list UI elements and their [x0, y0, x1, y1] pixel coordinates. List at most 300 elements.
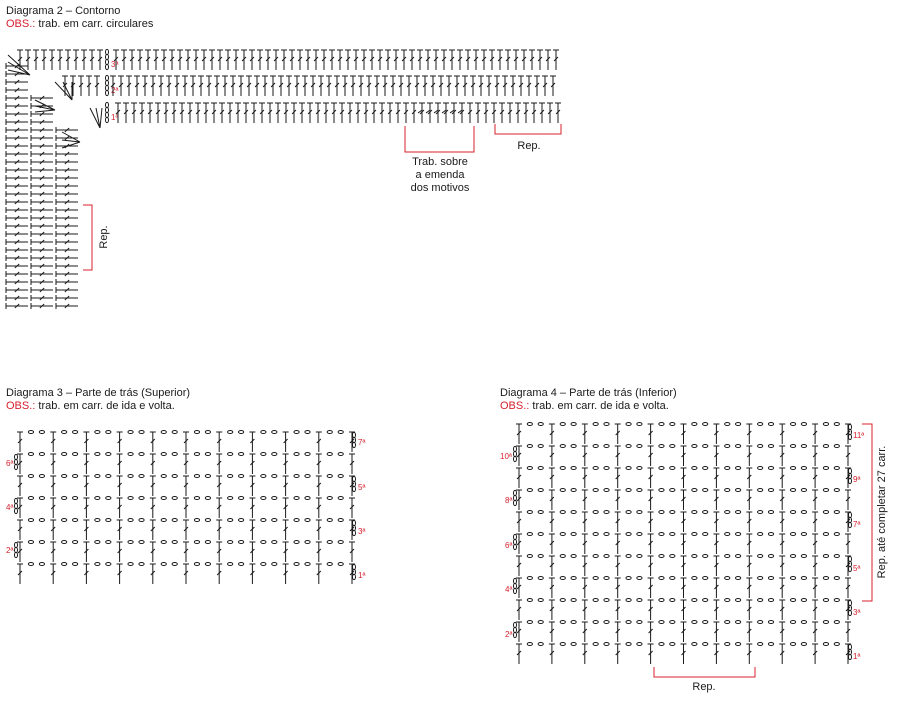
- chain-stitch-symbol: [849, 434, 852, 439]
- chain-stitch-symbol: [272, 453, 277, 456]
- chain-stitch-symbol: [527, 643, 532, 646]
- chain-stitch-symbol: [560, 489, 565, 492]
- chain-stitch-symbol: [161, 475, 166, 478]
- chain-stitch-symbol: [353, 574, 356, 579]
- double-crochet-symbol: [83, 542, 89, 562]
- double-crochet-symbol: [183, 498, 189, 518]
- sideways-stitch-symbol: [31, 127, 53, 133]
- chain-stitch-symbol: [294, 497, 299, 500]
- chain-stitch-symbol: [626, 445, 631, 448]
- double-crochet-symbol: [201, 50, 207, 70]
- double-crochet-symbol: [97, 50, 103, 70]
- double-crochet-symbol: [147, 103, 153, 123]
- chain-stitch-symbol: [849, 649, 852, 654]
- chain-stitch-symbol: [736, 599, 741, 602]
- sideways-stitch-symbol: [56, 303, 78, 309]
- chain-stitch-symbol: [272, 475, 277, 478]
- chain-stitch-symbol: [62, 497, 67, 500]
- chain-stitch-symbol: [205, 453, 210, 456]
- chain-stitch-symbol: [834, 577, 839, 580]
- chain-stitch-symbol: [768, 511, 773, 514]
- chain-stitch-symbol: [571, 621, 576, 624]
- sideways-stitch-symbol: [6, 271, 28, 277]
- double-crochet-symbol: [310, 76, 316, 96]
- double-crochet-symbol: [417, 50, 423, 70]
- chain-stitch-symbol: [736, 445, 741, 448]
- sideways-stitch-symbol: [31, 111, 53, 117]
- corner-fan-symbol: [90, 108, 102, 128]
- chain-stitch-symbol: [593, 555, 598, 558]
- sideways-stitch-symbol: [31, 279, 53, 285]
- double-crochet-symbol: [361, 50, 367, 70]
- double-crochet-symbol: [499, 103, 505, 123]
- chain-stitch-symbol: [571, 467, 576, 470]
- chain-stitch-symbol: [205, 563, 210, 566]
- double-crochet-symbol: [582, 622, 588, 642]
- double-crochet-symbol: [539, 103, 545, 123]
- double-crochet-symbol: [183, 542, 189, 562]
- chain-stitch-symbol: [626, 643, 631, 646]
- sideways-stitch-symbol: [56, 295, 78, 301]
- chain-stitch-symbol: [758, 489, 763, 492]
- chain-stitch-symbol: [823, 489, 828, 492]
- double-crochet-symbol: [183, 564, 189, 584]
- double-crochet-symbol: [117, 476, 123, 496]
- double-crochet-symbol: [403, 103, 409, 123]
- chain-stitch-symbol: [73, 519, 78, 522]
- double-crochet-symbol: [481, 50, 487, 70]
- double-crochet-symbol: [222, 76, 228, 96]
- double-crochet-symbol: [812, 600, 818, 620]
- double-crochet-symbol: [50, 520, 56, 540]
- double-crochet-symbol: [307, 103, 313, 123]
- chain-stitch-symbol: [659, 621, 664, 624]
- double-crochet-symbol: [195, 103, 201, 123]
- double-crochet-symbol: [529, 50, 535, 70]
- chain-stitch-symbol: [670, 445, 675, 448]
- double-crochet-symbol: [273, 50, 279, 70]
- double-crochet-symbol: [275, 103, 281, 123]
- double-crochet-symbol: [845, 534, 851, 554]
- chain-stitch-symbol: [834, 621, 839, 624]
- double-crochet-symbol: [316, 564, 322, 584]
- double-crochet-symbol: [123, 103, 129, 123]
- double-crochet-symbol: [648, 600, 654, 620]
- double-crochet-symbol: [216, 476, 222, 496]
- chain-stitch-symbol: [294, 541, 299, 544]
- chain-stitch-symbol: [571, 511, 576, 514]
- double-crochet-symbol: [17, 432, 23, 452]
- sideways-stitch-symbol: [31, 287, 53, 293]
- chain-stitch-symbol: [106, 59, 109, 64]
- chain-stitch-symbol: [527, 577, 532, 580]
- sideways-stitch-symbol: [6, 111, 28, 117]
- chain-stitch-symbol: [538, 621, 543, 624]
- chain-stitch-symbol: [15, 498, 18, 503]
- chain-stitch-symbol: [161, 563, 166, 566]
- double-crochet-symbol: [134, 76, 140, 96]
- double-crochet-symbol: [17, 564, 23, 584]
- double-crochet-symbol: [812, 534, 818, 554]
- sideways-stitch-symbol: [31, 135, 53, 141]
- chain-stitch-symbol: [15, 503, 18, 508]
- double-crochet-symbol: [518, 76, 524, 96]
- sideways-stitch-symbol: [6, 239, 28, 245]
- chain-stitch-symbol: [514, 622, 517, 627]
- chain-stitch-symbol: [514, 632, 517, 637]
- chain-stitch-symbol: [758, 621, 763, 624]
- chain-stitch-symbol: [106, 54, 109, 59]
- double-crochet-symbol: [812, 622, 818, 642]
- double-crochet-symbol: [648, 446, 654, 466]
- chain-stitch-symbol: [692, 511, 697, 514]
- chain-stitch-symbol: [128, 453, 133, 456]
- double-crochet-symbol: [316, 498, 322, 518]
- chain-stitch-symbol: [659, 643, 664, 646]
- double-crochet-symbol: [812, 468, 818, 488]
- double-crochet-symbol: [433, 50, 439, 70]
- chain-stitch-symbol: [571, 489, 576, 492]
- double-crochet-symbol: [473, 50, 479, 70]
- sideways-stitch-symbol: [56, 127, 78, 133]
- double-crochet-symbol: [491, 103, 497, 123]
- chain-stitch-symbol: [703, 621, 708, 624]
- chain-stitch-symbol: [659, 555, 664, 558]
- chain-stitch-symbol: [338, 431, 343, 434]
- double-crochet-symbol: [278, 76, 284, 96]
- chain-stitch-symbol: [593, 489, 598, 492]
- chain-stitch-symbol: [205, 431, 210, 434]
- double-crochet-symbol: [291, 103, 297, 123]
- chain-stitch-symbol: [228, 519, 233, 522]
- double-crochet-symbol: [142, 76, 148, 96]
- double-crochet-symbol: [70, 76, 76, 96]
- double-crochet-symbol: [249, 432, 255, 452]
- chain-stitch-symbol: [725, 555, 730, 558]
- diagram3-row-label: 4ª: [6, 503, 14, 512]
- double-crochet-symbol: [150, 542, 156, 562]
- chain-stitch-symbol: [353, 476, 356, 481]
- chain-stitch-symbol: [790, 423, 795, 426]
- double-crochet-symbol: [377, 50, 383, 70]
- chain-stitch-symbol: [538, 599, 543, 602]
- double-crochet-symbol: [812, 490, 818, 510]
- double-crochet-symbol: [50, 454, 56, 474]
- chain-stitch-symbol: [194, 519, 199, 522]
- double-crochet-symbol: [459, 103, 465, 123]
- chain-stitch-symbol: [637, 577, 642, 580]
- sideways-stitch-symbol: [56, 223, 78, 229]
- double-crochet-symbol: [363, 103, 369, 123]
- double-crochet-symbol: [117, 432, 123, 452]
- double-crochet-symbol: [582, 556, 588, 576]
- double-crochet-symbol: [171, 103, 177, 123]
- chain-stitch-symbol: [849, 654, 852, 659]
- double-crochet-symbol: [648, 424, 654, 444]
- chain-stitch-symbol: [39, 519, 44, 522]
- chain-stitch-symbol: [849, 644, 852, 649]
- chain-stitch-symbol: [626, 555, 631, 558]
- double-crochet-symbol: [190, 76, 196, 96]
- double-crochet-symbol: [615, 644, 621, 664]
- double-crochet-symbol: [235, 103, 241, 123]
- chain-stitch-symbol: [338, 519, 343, 522]
- sideways-stitch-symbol: [31, 239, 53, 245]
- chain-stitch-symbol: [527, 423, 532, 426]
- double-crochet-symbol: [582, 424, 588, 444]
- double-crochet-symbol: [648, 468, 654, 488]
- double-crochet-symbol: [249, 50, 255, 70]
- double-crochet-symbol: [457, 50, 463, 70]
- chain-stitch-symbol: [538, 423, 543, 426]
- double-crochet-symbol: [582, 644, 588, 664]
- sideways-stitch-symbol: [31, 223, 53, 229]
- double-crochet-symbol: [150, 454, 156, 474]
- double-crochet-symbol: [49, 50, 55, 70]
- rep-label-side: Rep.: [98, 225, 110, 249]
- double-crochet-symbol: [648, 490, 654, 510]
- double-crochet-symbol: [470, 76, 476, 96]
- double-crochet-symbol: [316, 454, 322, 474]
- chain-stitch-symbol: [692, 423, 697, 426]
- sideways-stitch-symbol: [6, 175, 28, 181]
- chain-stitch-symbol: [604, 511, 609, 514]
- chain-stitch-symbol: [228, 453, 233, 456]
- double-crochet-symbol: [316, 432, 322, 452]
- double-crochet-symbol: [393, 50, 399, 70]
- seam-note-line: a emenda: [415, 169, 465, 181]
- chain-stitch-symbol: [659, 599, 664, 602]
- chain-stitch-symbol: [703, 445, 708, 448]
- double-crochet-symbol: [374, 76, 380, 96]
- chain-stitch-symbol: [659, 511, 664, 514]
- chain-stitch-symbol: [514, 456, 517, 461]
- double-crochet-symbol: [185, 50, 191, 70]
- chain-stitch-symbol: [593, 621, 598, 624]
- chain-stitch-symbol: [849, 473, 852, 478]
- sideways-stitch-symbol: [6, 63, 28, 69]
- sideways-stitch-symbol: [6, 151, 28, 157]
- chain-stitch-symbol: [593, 445, 598, 448]
- chain-stitch-symbol: [39, 453, 44, 456]
- chain-stitch-symbol: [338, 497, 343, 500]
- double-crochet-symbol: [385, 50, 391, 70]
- chain-stitch-symbol: [670, 423, 675, 426]
- chain-stitch-symbol: [768, 445, 773, 448]
- chain-stitch-symbol: [790, 577, 795, 580]
- chain-stitch-symbol: [758, 577, 763, 580]
- double-crochet-symbol: [117, 542, 123, 562]
- chain-stitch-symbol: [39, 541, 44, 544]
- chain-stitch-symbol: [62, 453, 67, 456]
- chain-stitch-symbol: [593, 423, 598, 426]
- diagram4-row-label: 7ª: [853, 520, 861, 529]
- sideways-stitch-symbol: [56, 151, 78, 157]
- chain-stitch-symbol: [823, 511, 828, 514]
- double-crochet-symbol: [534, 76, 540, 96]
- double-crochet-symbol: [395, 103, 401, 123]
- double-crochet-symbol: [294, 76, 300, 96]
- chain-stitch-symbol: [95, 453, 100, 456]
- chain-stitch-symbol: [801, 423, 806, 426]
- double-crochet-symbol: [681, 446, 687, 466]
- double-crochet-symbol: [467, 103, 473, 123]
- chain-stitch-symbol: [514, 583, 517, 588]
- diagram4-title: Diagrama 4 – Parte de trás (Inferior): [500, 387, 677, 399]
- double-crochet-symbol: [451, 103, 457, 123]
- double-crochet-symbol: [177, 50, 183, 70]
- chain-stitch-symbol: [790, 555, 795, 558]
- double-crochet-symbol: [746, 600, 752, 620]
- chain-stitch-symbol: [272, 431, 277, 434]
- chain-stitch-symbol: [736, 621, 741, 624]
- chain-stitch-symbol: [73, 453, 78, 456]
- double-crochet-symbol: [615, 490, 621, 510]
- diagram2-obs: OBS.: trab. em carr. circulares: [6, 18, 154, 30]
- chain-stitch-symbol: [28, 541, 33, 544]
- double-crochet-symbol: [615, 556, 621, 576]
- chain-stitch-symbol: [637, 555, 642, 558]
- chain-stitch-symbol: [239, 541, 244, 544]
- double-crochet-symbol: [83, 432, 89, 452]
- chain-stitch-symbol: [353, 564, 356, 569]
- double-crochet-symbol: [681, 490, 687, 510]
- chain-stitch-symbol: [73, 563, 78, 566]
- chain-stitch-symbol: [106, 49, 109, 54]
- chain-stitch-symbol: [571, 643, 576, 646]
- double-crochet-symbol: [582, 512, 588, 532]
- chain-stitch-symbol: [637, 489, 642, 492]
- chain-stitch-symbol: [560, 511, 565, 514]
- chain-stitch-symbol: [194, 497, 199, 500]
- chain-stitch-symbol: [736, 643, 741, 646]
- chain-stitch-symbol: [305, 431, 310, 434]
- chain-stitch-symbol: [626, 511, 631, 514]
- double-crochet-symbol: [510, 76, 516, 96]
- double-crochet-symbol: [483, 103, 489, 123]
- double-crochet-symbol: [89, 50, 95, 70]
- double-crochet-symbol: [187, 103, 193, 123]
- double-crochet-symbol: [246, 76, 252, 96]
- double-crochet-symbol: [615, 424, 621, 444]
- double-crochet-symbol: [438, 76, 444, 96]
- chain-stitch-symbol: [560, 577, 565, 580]
- chain-stitch-symbol: [194, 431, 199, 434]
- chain-stitch-symbol: [353, 437, 356, 442]
- chain-stitch-symbol: [637, 445, 642, 448]
- chain-stitch-symbol: [73, 541, 78, 544]
- chain-stitch-symbol: [768, 555, 773, 558]
- chain-stitch-symbol: [106, 541, 111, 544]
- double-crochet-symbol: [425, 50, 431, 70]
- sideways-stitch-symbol: [6, 167, 28, 173]
- chain-stitch-symbol: [637, 621, 642, 624]
- double-crochet-symbol: [316, 476, 322, 496]
- chain-stitch-symbol: [327, 431, 332, 434]
- double-crochet-symbol: [238, 76, 244, 96]
- diagram2-title: Diagrama 2 – Contorno: [6, 5, 121, 17]
- chain-stitch-symbol: [768, 467, 773, 470]
- chain-stitch-symbol: [128, 475, 133, 478]
- double-crochet-symbol: [845, 578, 851, 598]
- chain-stitch-symbol: [95, 541, 100, 544]
- chain-stitch-symbol: [736, 555, 741, 558]
- chain-stitch-symbol: [725, 621, 730, 624]
- chain-stitch-symbol: [823, 533, 828, 536]
- chain-stitch-symbol: [703, 577, 708, 580]
- chain-stitch-symbol: [228, 475, 233, 478]
- double-crochet-symbol: [83, 476, 89, 496]
- chain-stitch-symbol: [758, 511, 763, 514]
- chain-stitch-symbol: [768, 489, 773, 492]
- chain-stitch-symbol: [106, 64, 109, 69]
- sideways-stitch-symbol: [56, 183, 78, 189]
- sideways-stitch-symbol: [31, 271, 53, 277]
- double-crochet-symbol: [150, 476, 156, 496]
- double-crochet-symbol: [117, 498, 123, 518]
- double-crochet-symbol: [233, 50, 239, 70]
- chain-stitch-symbol: [703, 533, 708, 536]
- chain-stitch-symbol: [736, 467, 741, 470]
- chain-stitch-symbol: [593, 643, 598, 646]
- double-crochet-symbol: [615, 622, 621, 642]
- chain-stitch-symbol: [736, 489, 741, 492]
- chain-stitch-symbol: [294, 453, 299, 456]
- double-crochet-symbol: [214, 76, 220, 96]
- double-crochet-symbol: [553, 50, 559, 70]
- double-crochet-symbol: [746, 556, 752, 576]
- double-crochet-symbol: [17, 50, 23, 70]
- double-crochet-symbol: [419, 103, 425, 123]
- chain-stitch-symbol: [571, 599, 576, 602]
- double-crochet-symbol: [713, 424, 719, 444]
- chain-stitch-symbol: [327, 497, 332, 500]
- double-crochet-symbol: [549, 622, 555, 642]
- chain-stitch-symbol: [604, 423, 609, 426]
- double-crochet-symbol: [193, 50, 199, 70]
- chain-stitch-symbol: [261, 453, 266, 456]
- double-crochet-symbol: [129, 50, 135, 70]
- chain-stitch-symbol: [834, 555, 839, 558]
- sideways-stitch-symbol: [6, 79, 28, 85]
- chain-stitch-symbol: [305, 541, 310, 544]
- double-crochet-symbol: [25, 50, 31, 70]
- chain-stitch-symbol: [338, 453, 343, 456]
- double-crochet-symbol: [746, 644, 752, 664]
- chain-stitch-symbol: [725, 445, 730, 448]
- chain-stitch-symbol: [353, 569, 356, 574]
- chain-stitch-symbol: [239, 563, 244, 566]
- chain-stitch-symbol: [139, 453, 144, 456]
- seam-note-line: dos motivos: [410, 182, 470, 194]
- chain-stitch-symbol: [514, 544, 517, 549]
- double-crochet-symbol: [126, 76, 132, 96]
- chain-stitch-symbol: [28, 563, 33, 566]
- double-crochet-symbol: [227, 103, 233, 123]
- chain-stitch-symbol: [305, 475, 310, 478]
- chain-stitch-symbol: [801, 621, 806, 624]
- double-crochet-symbol: [326, 76, 332, 96]
- double-crochet-symbol: [615, 512, 621, 532]
- chain-stitch-symbol: [15, 547, 18, 552]
- double-crochet-symbol: [746, 446, 752, 466]
- double-crochet-symbol: [713, 446, 719, 466]
- chain-stitch-symbol: [560, 423, 565, 426]
- chain-stitch-symbol: [725, 467, 730, 470]
- double-crochet-symbol: [83, 564, 89, 584]
- double-crochet-symbol: [217, 50, 223, 70]
- chain-stitch-symbol: [353, 525, 356, 530]
